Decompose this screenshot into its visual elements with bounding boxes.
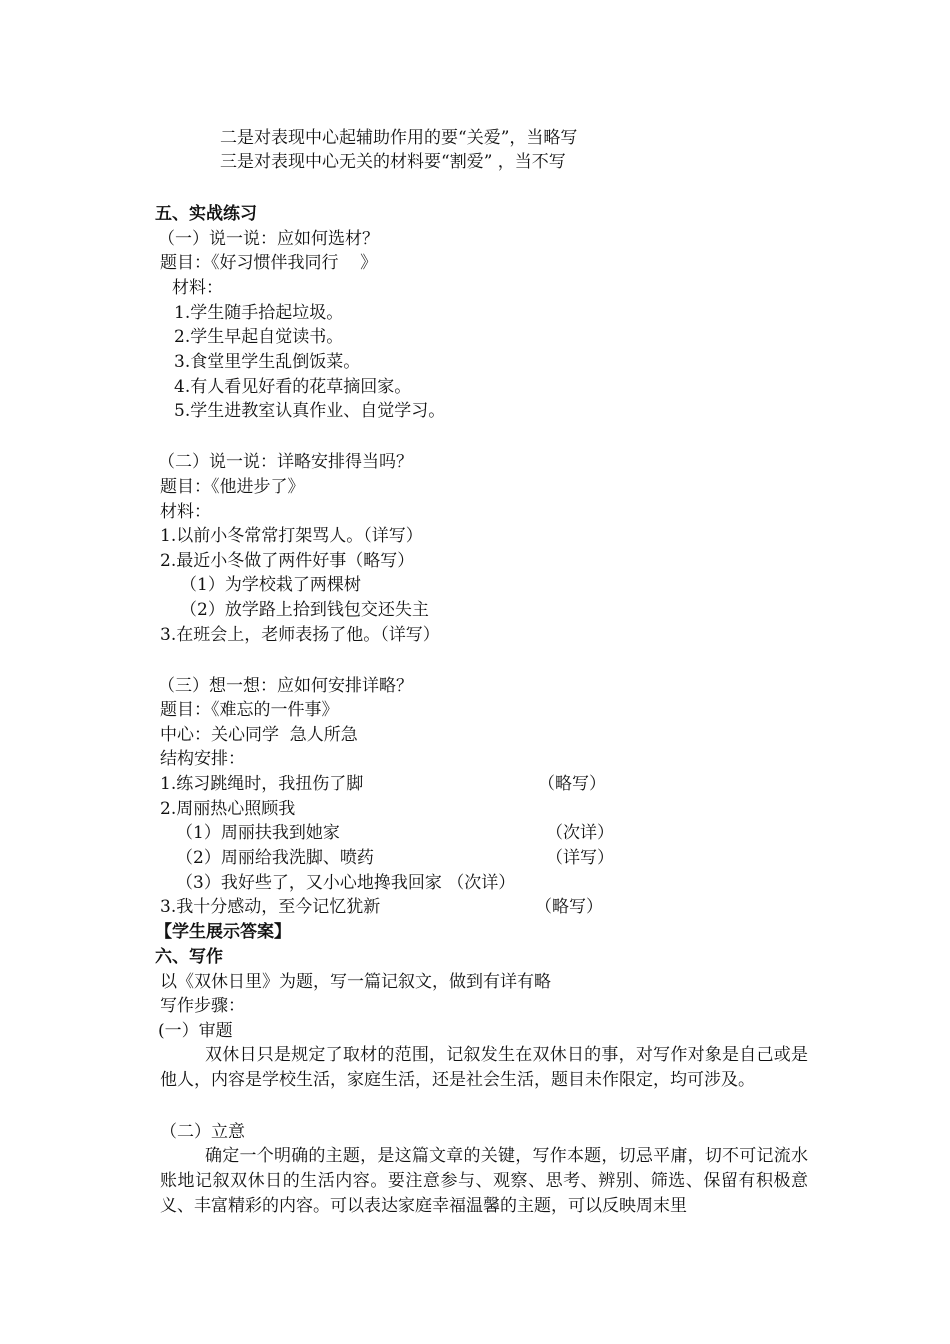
structure-subrow: （1）周丽扶我到她家 xyxy=(176,823,340,843)
list-item: 3.在班会上，老师表扬了他。（详写） xyxy=(160,625,440,645)
structure-note: （详写） xyxy=(546,848,614,868)
part-2-subheading: （二）说一说：详略安排得当吗？ xyxy=(158,452,413,472)
part-2-topic: 题目：《他进步了》 xyxy=(160,477,305,497)
part-3-topic: 题目：《难忘的一件事》 xyxy=(160,700,339,720)
writing-task: 以《双休日里》为题，写一篇记叙文，做到有详有略 xyxy=(160,972,551,992)
structure-row: 3.我十分感动，至今记忆犹新 xyxy=(160,897,381,917)
part-1-topic: 题目：《好习惯伴我同行 》 xyxy=(160,253,378,273)
intro-line-2: 二是对表现中心起辅助作用的要“关爱”，当略写 xyxy=(220,128,578,148)
step-2-heading: （二）立意 xyxy=(160,1122,245,1142)
list-subitem: （2）放学路上拾到钱包交还失主 xyxy=(180,600,429,620)
structure-note: （略写） xyxy=(538,774,606,794)
step-1-heading: (一）审题 xyxy=(158,1021,233,1041)
structure-row: 1.练习跳绳时，我扭伤了脚 xyxy=(160,774,364,794)
list-subitem: （1）为学校栽了两棵树 xyxy=(180,575,361,595)
part-3-center: 中心：关心同学 急人所急 xyxy=(160,725,358,745)
part-2-material-label: 材料： xyxy=(160,502,211,522)
part-3-structure-label: 结构安排： xyxy=(160,749,245,769)
structure-subrow: （2）周丽给我洗脚、喷药 xyxy=(176,848,374,868)
step-1-paragraph: 双休日只是规定了取材的范围，记叙发生在双休日的事，对写作对象是自己或是他人，内容是学校生活，家庭生活，还是社会生活，题目未作限定，均可涉及。 xyxy=(160,1045,808,1090)
list-item: 3.食堂里学生乱倒饭菜。 xyxy=(174,352,361,372)
list-item: 2.学生早起自觉读书。 xyxy=(174,327,344,347)
list-item: 1.学生随手拾起垃圾。 xyxy=(174,303,344,323)
list-item: 4.有人看见好看的花草摘回家。 xyxy=(174,377,412,397)
structure-note: （略写） xyxy=(535,897,603,917)
list-item: 5.学生进教室认真作业、自觉学习。 xyxy=(174,401,446,421)
structure-subrow: （3）我好些了，又小心地搀我回家 （次详） xyxy=(176,873,516,893)
part-1-subheading: （一）说一说：应如何选材？ xyxy=(158,229,379,249)
section-6-heading: 六、写作 xyxy=(155,947,223,967)
student-answer-label: 【学生展示答案】 xyxy=(155,922,291,942)
intro-line-3: 三是对表现中心无关的材料要“割爱” ，当不写 xyxy=(220,152,566,172)
writing-steps-label: 写作步骤： xyxy=(160,996,245,1016)
list-item: 2.最近小冬做了两件好事（略写） xyxy=(160,551,415,571)
section-5-heading: 五、实战练习 xyxy=(155,204,257,224)
structure-row: 2.周丽热心照顾我 xyxy=(160,799,296,819)
step-2-paragraph: 确定一个明确的主题，是这篇文章的关键，写作本题，切忌平庸，切不可记流水账地记叙双休日的生活内容。要注意参与、观察、思考、辨别、筛选、保留有积极意义、丰富精彩的内容。可以表达家庭幸福温馨的主题，可以反映周末里 xyxy=(160,1146,808,1216)
list-item: 1.以前小冬常常打架骂人。（详写） xyxy=(160,526,423,546)
part-3-subheading: （三）想一想：应如何安排详略？ xyxy=(158,676,413,696)
structure-note: （次详） xyxy=(546,823,614,843)
part-1-material-label: 材料： xyxy=(172,278,223,298)
